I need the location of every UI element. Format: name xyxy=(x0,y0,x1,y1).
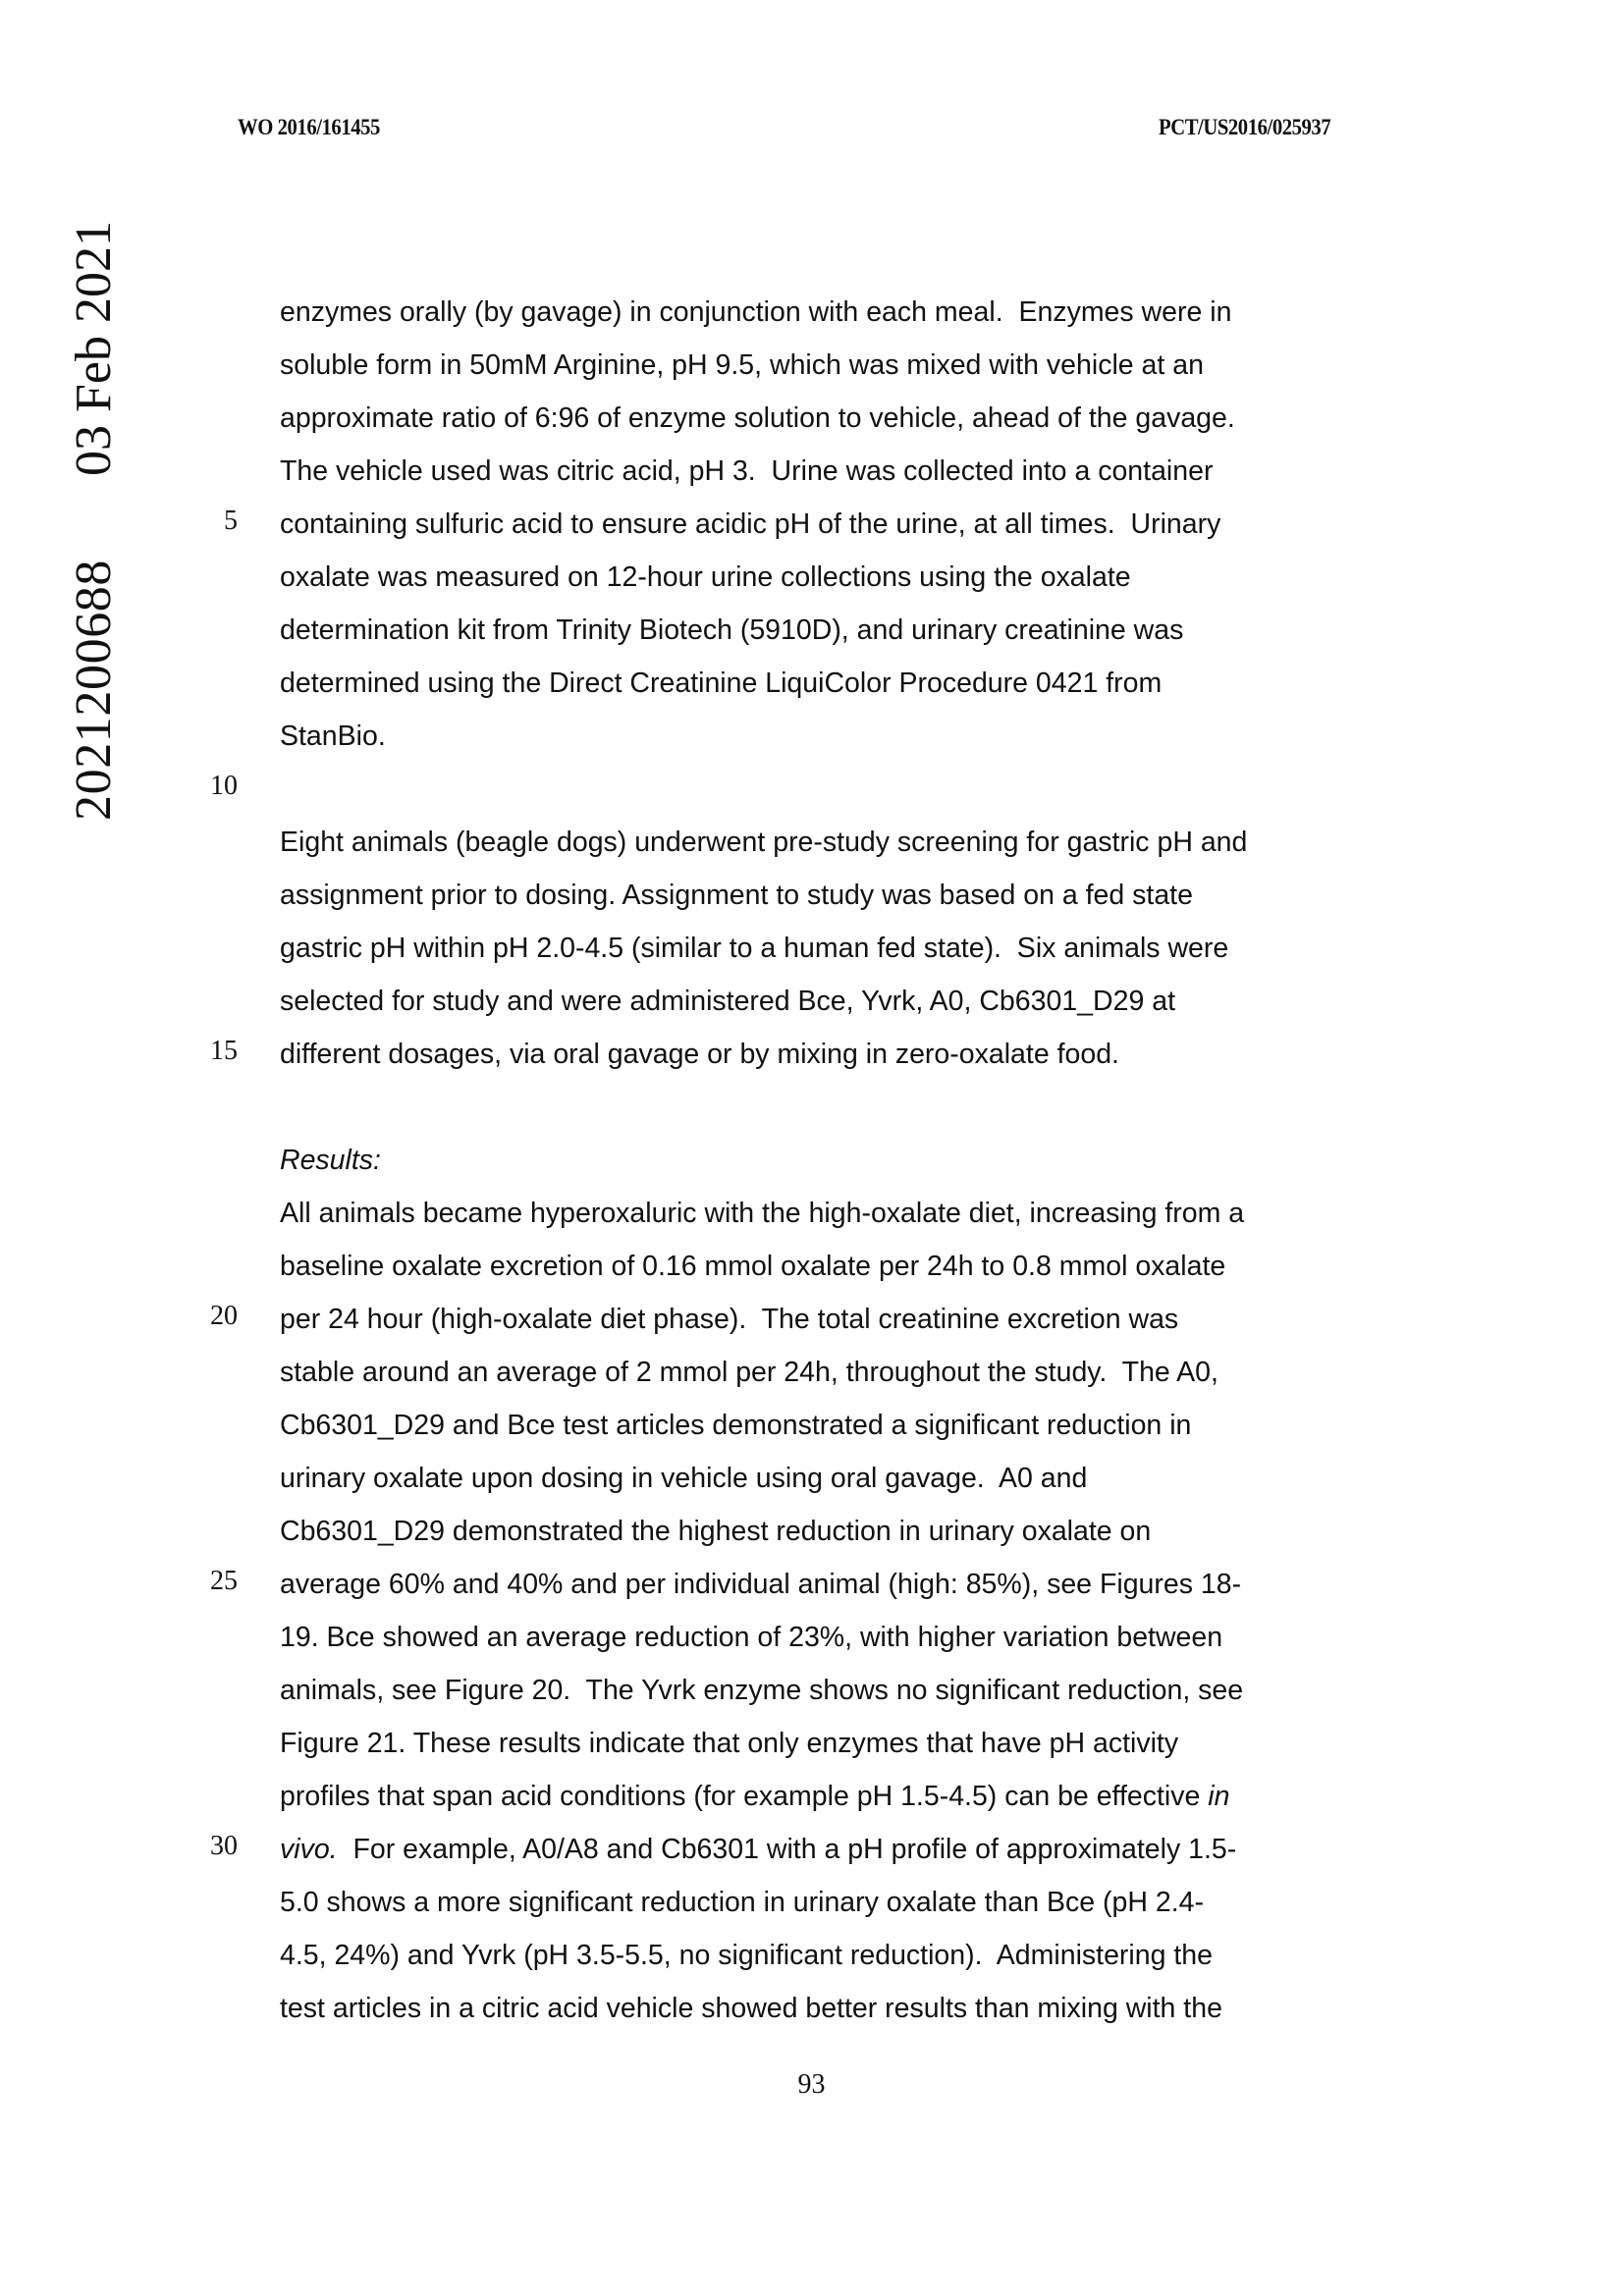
text-line xyxy=(280,1836,1236,1864)
text-line: The vehicle used was citric acid, pH 3. Urine was collected into a container xyxy=(280,455,1214,487)
text-line: Cb6301_D29 and Bce test articles demonstrated a significant reduction in xyxy=(280,1410,1192,1441)
line-number-15: 15 xyxy=(210,1036,238,1066)
line-number-25: 25 xyxy=(210,1566,238,1596)
text-line: per 24 hour (high-oxalate diet phase). The total creatinine excretion was xyxy=(280,1304,1179,1335)
text-line: different dosages, via oral gavage or by mixing in zero-oxalate food. xyxy=(280,1039,1119,1070)
text-line: Figure 21. These results indicate that only enzymes that have pH activity xyxy=(280,1728,1179,1759)
text-line: gastric pH within pH 2.0-4.5 (similar to a human fed state). Six animals were xyxy=(280,933,1229,964)
text-line: StanBio. xyxy=(280,721,386,752)
text-line: determination kit from Trinity Biotech (5910D), and urinary creatinine was xyxy=(280,614,1184,646)
text-line: All animals became hyperoxaluric with the high-oxalate diet, increasing from a xyxy=(280,1198,1245,1229)
text-line xyxy=(280,1783,1229,1811)
line-number-20: 20 xyxy=(210,1301,238,1331)
line-number-10: 10 xyxy=(210,771,238,801)
text-line: containing sulfuric acid to ensure acidic pH of the urine, at all times. Urinary xyxy=(280,508,1221,540)
text-line: Cb6301_D29 demonstrated the highest reduction in urinary oxalate on xyxy=(280,1516,1152,1547)
italic-span: vivo. xyxy=(280,1834,338,1865)
text-line: animals, see Figure 20. The Yvrk enzyme shows no significant reduction, see xyxy=(280,1675,1244,1706)
page-number: 93 xyxy=(797,2069,826,2100)
application-number: PCT/US2016/025937 xyxy=(1159,115,1331,139)
text-span: For example, A0/A8 and Cb6301 with a pH profile of approximately 1.5- xyxy=(337,1834,1237,1865)
text-line: baseline oxalate excretion of 0.16 mmol oxalate per 24h to 0.8 mmol oxalate xyxy=(280,1251,1226,1282)
text-line: approximate ratio of 6:96 of enzyme solution to vehicle, ahead of the gavage. xyxy=(280,402,1235,434)
text-line: 4.5, 24%) and Yvrk (pH 3.5-5.5, no significant reduction). Administering the xyxy=(280,1940,1213,1971)
text-line: test articles in a citric acid vehicle showed better results than mixing with the xyxy=(280,1993,1222,2024)
text-line: selected for study and were administered Bce, Yvrk, A0, Cb6301_D29 at xyxy=(280,986,1175,1017)
text-line: urinary oxalate upon dosing in vehicle using oral gavage. A0 and xyxy=(280,1463,1088,1494)
text-line: 5.0 shows a more significant reduction in urinary oxalate than Bce (pH 2.4- xyxy=(280,1887,1204,1918)
text-span: profiles that span acid conditions (for example pH 1.5-4.5) can be effective xyxy=(280,1781,1209,1812)
text-line: assignment prior to dosing. Assignment to study was based on a fed state xyxy=(280,880,1193,911)
text-line: stable around an average of 2 mmol per 24h, throughout the study. The A0, xyxy=(280,1357,1218,1388)
side-stamp-date: 03 Feb 2021 xyxy=(66,221,122,476)
publication-number: WO 2016/161455 xyxy=(238,115,380,139)
line-number-5: 5 xyxy=(224,506,238,536)
text-line: enzymes orally (by gavage) in conjunction with each meal. Enzymes were in xyxy=(280,296,1232,328)
side-stamp-number: 2021200688 xyxy=(66,560,122,821)
line-number-30: 30 xyxy=(210,1831,238,1861)
italic-span: in xyxy=(1208,1781,1230,1812)
text-line: determined using the Direct Creatinine LiquiColor Procedure 0421 from xyxy=(280,667,1163,699)
text-line: 19. Bce showed an average reduction of 23%, with higher variation between xyxy=(280,1622,1223,1653)
text-line: average 60% and 40% and per individual animal (high: 85%), see Figures 18- xyxy=(280,1569,1242,1600)
results-heading: Results: xyxy=(280,1145,381,1176)
text-line: soluble form in 50mM Arginine, pH 9.5, which was mixed with vehicle at an xyxy=(280,349,1204,381)
text-line: oxalate was measured on 12-hour urine collections using the oxalate xyxy=(280,561,1131,593)
text-line: Eight animals (beagle dogs) underwent pre-study screening for gastric pH and xyxy=(280,827,1248,858)
